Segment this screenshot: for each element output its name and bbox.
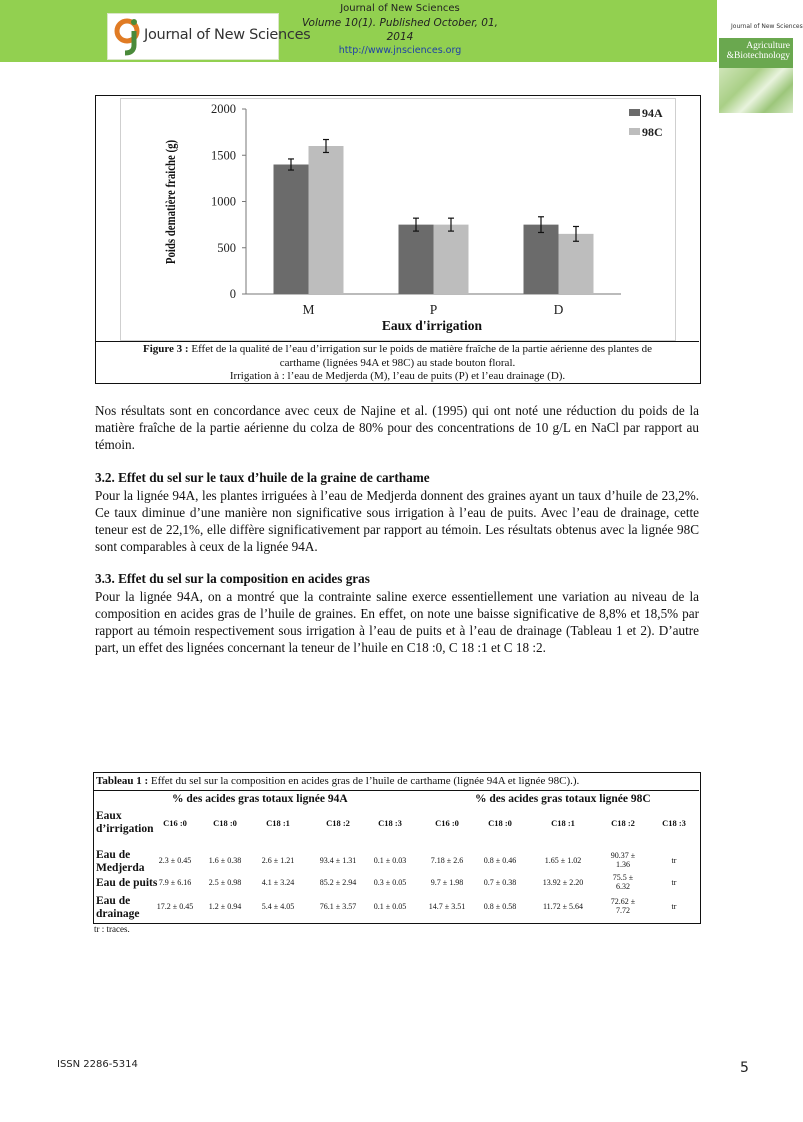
paragraph-2: Pour la lignée 94A, les plantes irriguées à l’eau de Medjerda donnent des graines ayant un taux d’huile de 23,2%. Ce taux diminue d’une manière non significative sous irrigation à l’eau de puits. Avec l’eau de drainage, cette teneur est de 22,1%, elle diffère significativement par rapport au témoin. Les résultats obtenus avec la lignée 98C sont comparables à ceux de la lignée 94A.	[95, 488, 699, 554]
table-1	[93, 772, 701, 924]
table-cell: 11.72 ± 5.64	[542, 902, 584, 911]
table-row-label: Eau de puits	[96, 877, 158, 889]
table-cell: 90.37 ± 1.36	[610, 851, 636, 869]
paragraph-3: Pour la lignée 94A, on a montré que la contrainte saline exerce essentiellement une variation au niveau de la composition en acides gras de l’huile de graines. En effet, on note une baisse significative de 8,8% et 18,5% par rapport au témoin respectivement sous irrigation à l’eau de puits et à l’eau de drainage (Tableau 1 et 2). D’autre part, un effet des lignées concernant la teneur de l’huile en C18 :0, C 18 :1 et C 18 :2.	[95, 589, 699, 655]
logo-text: Journal of New Sciences	[144, 27, 311, 43]
table-column-header: C18 :2	[611, 818, 635, 828]
cover-title-line1: Agriculture	[746, 41, 790, 51]
table-cell: 85.2 ± 2.94	[319, 878, 357, 887]
table-cell: 2.3 ± 0.45	[158, 856, 192, 865]
table-column-header: C18 :3	[378, 818, 402, 828]
bar-98C-M	[309, 146, 344, 294]
figure-label: Figure 3 :	[142, 343, 189, 355]
caption-line2: carthame (lignées 94A et 98C) au stade bouton floral.	[279, 356, 516, 369]
page-number: 5	[740, 1060, 749, 1076]
table-column-header: C16 :0	[163, 818, 187, 828]
table-cell: 75.5 ± 6.32	[612, 873, 634, 891]
issn: ISSN 2286-5314	[57, 1059, 138, 1070]
table-cell: 14.7 ± 3.51	[428, 902, 466, 911]
table-column-header: C16 :0	[435, 818, 459, 828]
table-row-label: Eau de Medjerda	[96, 849, 145, 874]
legend-label-94A: 94A	[642, 106, 663, 120]
table-cell: tr	[671, 878, 677, 887]
y-axis-label: Poids dematière fraiche (g)	[162, 139, 179, 265]
table-cell: 17.2 ± 0.45	[156, 902, 194, 911]
cover-title	[719, 38, 793, 68]
table-group-98c: % des acides gras totaux lignée 98C	[475, 793, 651, 805]
y-tick-label: 500	[217, 240, 236, 255]
table-cell: 0.7 ± 0.38	[483, 878, 517, 887]
bar-98C-P	[434, 225, 469, 294]
table-column-header: C18 :2	[326, 818, 350, 828]
table-note: tr : traces.	[94, 924, 130, 934]
table-cell: 4.1 ± 3.24	[261, 878, 295, 887]
journal-cover-thumbnail	[719, 18, 803, 113]
caption-line1: Effet de la qualité de l’eau d’irrigation sur le poids de matière fraîche de la partie aérienne des plantes de	[188, 343, 653, 355]
table-cell: 13.92 ± 2.20	[542, 878, 584, 887]
volume-info: Volume 10(1). Published October, 01, 2014	[301, 17, 498, 43]
y-tick-label: 1000	[211, 194, 236, 209]
y-tick-label: 2000	[211, 102, 236, 116]
bar-94A-D	[524, 225, 559, 294]
table-title: Tableau 1 : Effet du sel sur la composition en acides gras de l’huile de carthame (lignée 94A et lignée 98C).).	[94, 773, 699, 791]
caption-line3: Irrigation à : l’eau de Medjerda (M), l’eau de puits (P) et l’eau drainage (D).	[229, 370, 566, 382]
table-cell: tr	[671, 856, 677, 865]
table-column-header: C18 :1	[266, 818, 290, 828]
cover-plant-image	[719, 68, 793, 113]
legend-swatch-98C	[629, 128, 640, 135]
table-cell: 0.3 ± 0.05	[373, 878, 407, 887]
bar-94A-M	[274, 165, 309, 295]
table-cell: 76.1 ± 3.57	[319, 902, 357, 911]
table-eaux-header: Eaux d’irrigation	[96, 810, 154, 835]
figure-caption	[96, 341, 699, 383]
bar-98C-D	[559, 234, 594, 294]
table-cell: tr	[671, 902, 677, 911]
paragraph-1: Nos résultats sont en concordance avec ceux de Najine et al. (1995) qui ont noté une réduction du poids de la matière fraîche de la partie aérienne du colza de 80% pour des concentrations de 10 g/L en NaCl par rapport au témoin.	[95, 403, 699, 452]
x-axis-label: Eaux d'irrigation	[381, 318, 483, 333]
y-tick-label: 1500	[211, 148, 236, 163]
table-cell: 0.1 ± 0.03	[373, 856, 407, 865]
table-cell: 0.8 ± 0.46	[483, 856, 517, 865]
figure-3	[95, 95, 701, 384]
section-heading-3-2: 3.2. Effet du sel sur le taux d’huile de la graine de carthame	[95, 470, 430, 485]
logo-g-icon	[115, 17, 143, 55]
table-cell: 1.2 ± 0.94	[208, 902, 242, 911]
table-cell: 5.4 ± 4.05	[261, 902, 295, 911]
x-tick-label: D	[553, 302, 564, 317]
cover-title-line3: &Biotechnology	[726, 51, 790, 61]
table-cell: 72.62 ± 7.72	[610, 897, 636, 915]
journal-name: Journal of New Sciences	[340, 3, 460, 14]
table-cell: 7.18 ± 2.6	[430, 856, 464, 865]
y-tick-label: 0	[229, 287, 236, 301]
table-cell: 1.6 ± 0.38	[208, 856, 242, 865]
table-cell: 7.9 ± 6.16	[158, 878, 192, 887]
table-cell: 1.65 ± 1.02	[544, 856, 582, 865]
table-column-header: C18 :1	[551, 818, 575, 828]
table-column-header: C18 :3	[662, 818, 686, 828]
table-group-94a: % des acides gras totaux lignée 94A	[172, 793, 348, 805]
table-column-header: C18 :0	[488, 818, 512, 828]
table-cell: 0.1 ± 0.05	[373, 902, 407, 911]
table-cell: 93.4 ± 1.31	[319, 856, 357, 865]
table-cell: 9.7 ± 1.98	[430, 878, 464, 887]
x-tick-label: M	[302, 302, 315, 317]
table-row-label: Eau de drainage	[96, 895, 140, 920]
table-cell: 2.5 ± 0.98	[208, 878, 242, 887]
table-cell: 2.6 ± 1.21	[261, 856, 295, 865]
section-heading-3-3: 3.3. Effet du sel sur la composition en acides gras	[95, 571, 370, 586]
bar-94A-P	[399, 225, 434, 294]
journal-logo	[107, 13, 311, 60]
bar-chart	[96, 96, 699, 341]
table-column-header: C18 :0	[213, 818, 237, 828]
x-tick-label: P	[429, 302, 438, 317]
header-text	[290, 2, 510, 58]
legend-label-98C: 98C	[642, 125, 663, 139]
cover-journal-name: Journal of New Sciences	[731, 23, 803, 30]
legend-swatch-94A	[629, 109, 640, 116]
table-cell: 0.8 ± 0.58	[483, 902, 517, 911]
journal-url[interactable]: http://www.jnsciences.org	[338, 45, 462, 56]
